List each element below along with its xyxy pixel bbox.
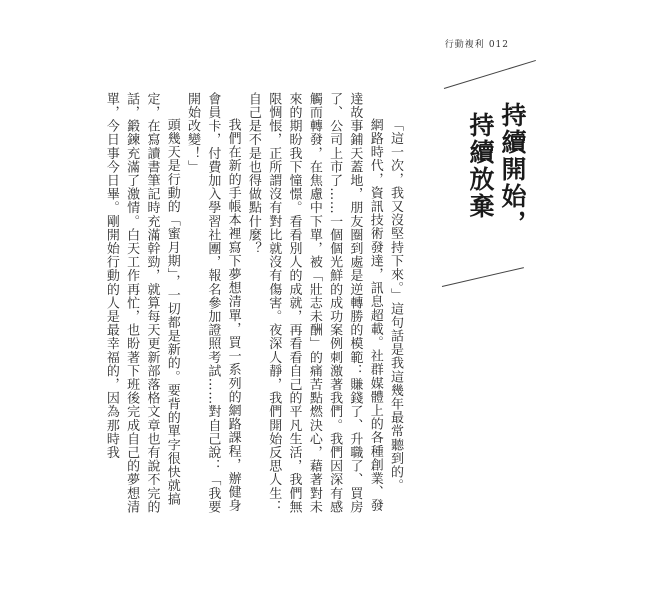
page-number: 012 — [488, 40, 509, 50]
paragraph-1: 「這一次，我又沒堅持下來。」這句話是我這幾年最常聽到的。 — [388, 118, 403, 493]
running-header — [445, 37, 509, 50]
body-text — [101, 92, 405, 522]
running-header-title: 行動複利 — [444, 40, 485, 50]
title-top-rule — [444, 60, 536, 89]
paragraph-4: 頭幾天是行動的「蜜月期」，一切都是新的。要背的單字很快就搞定，在寫讀書筆記時充滿幹勁，就算每天更新部落格文章也有說不完的話，鍛鍊充滿了激情。白天工作再忙，也盼著下班後完成自己的夢想清單，今日事今日畢。剛開始行動的人是最幸福的，因為那時我 — [103, 92, 180, 514]
chapter-title-line-2: 持續放棄 — [466, 112, 495, 220]
paragraph-2: 網路時代，資訊技術發達，訊息超載。社群媒體上的各種創業、發達故事鋪天蓋地，朋友圈到處是逆轉勝的模範：賺錢了、升職了、買房了、公司上市了……一個個光鮮的成功案例刺激著我們。我們因深有感觸而轉發，在焦慮中下單，被「壯志未酬」的痛苦點燃決心，藉著對未來的期盼我下憧憬。看看別人的成就，再看看自己的平凡生活，我們無限惆悵，正所謂沒有對比就沒有傷害。夜深人靜，我們開始反思人生：自己是不是也得做點什麼？ — [245, 92, 383, 514]
chapter-title-line-1: 持續開始， — [498, 102, 527, 237]
chapter-title-block — [430, 88, 550, 293]
paragraph-3: 我們在新的手帳本裡寫下夢想清單，買一系列的網路課程，辦健身會員卡，付費加入學習社團，報名參加證照考試……對自己說：「我要開始改變！」 — [185, 92, 241, 514]
title-bottom-rule — [442, 267, 524, 287]
